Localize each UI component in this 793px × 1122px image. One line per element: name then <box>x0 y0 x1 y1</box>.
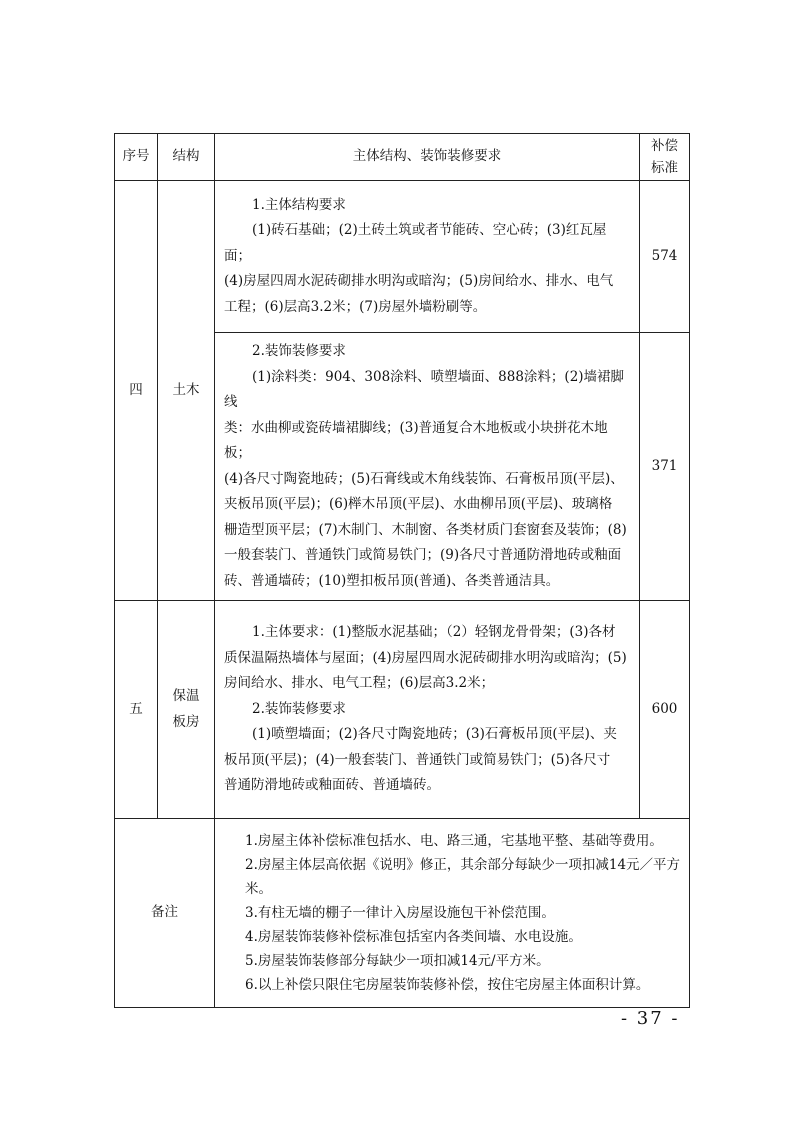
text-line: 工程；(6)层高3.2米；(7)房屋外墙粉刷等。 <box>224 298 487 315</box>
row-4-structure <box>158 181 215 601</box>
row-5-amount: 600 <box>640 601 690 819</box>
note-item: 2.房屋主体层高依据《说明》修正，其余部分每缺少一项扣减14元／平方米。 <box>245 857 681 897</box>
text-line: (4)各尺寸陶瓷地砖；(5)石膏线或木角线装饰、石膏板吊顶(平层)、 <box>224 470 624 487</box>
text-line: 类：水曲柳或瓷砖墙裙脚线；(3)普通复合木地板或小块拼花木地板； <box>224 419 608 461</box>
text-line: (1)砖石基础；(2)土砖土筑或者节能砖、空心砖；(3)红瓦屋面； <box>224 222 607 264</box>
text-line: 普通防滑地砖或釉面砖、普通墙砖。 <box>224 777 440 794</box>
row-5-structure-line1: 保温 <box>172 688 200 704</box>
text-line: 栅造型顶平层；(7)木制门、木制窗、各类材质门套窗套及装饰；(8) <box>224 521 627 538</box>
row-4-main-structure-requirements <box>215 181 640 333</box>
row-4-main-amount: 574 <box>640 181 690 333</box>
header-standard-line1: 补偿 <box>651 138 678 154</box>
note-item: 3.有柱无墙的棚子一律计入房屋设施包干补偿范围。 <box>245 905 555 921</box>
text-line: 质保温隔热墙体与屋面；(4)房屋四周水泥砖砌排水明沟或暗沟；(5) <box>224 649 627 666</box>
row-5-no: 五 <box>115 601 158 819</box>
header-standard-line2: 标准 <box>651 160 678 176</box>
row-4-decoration-amount: 371 <box>640 333 690 601</box>
row-5-structure-line2: 板房 <box>172 713 200 730</box>
page-number: - 37 - <box>621 1008 680 1029</box>
text-line: 1.主体要求：(1)整版水泥基础；（2）轻钢龙骨骨架；(3)各材 <box>252 624 616 641</box>
section-title: 2.装饰装修要求 <box>252 700 346 717</box>
header-no: 序号 <box>115 134 158 181</box>
header-requirements: 主体结构、装饰装修要求 <box>215 134 640 181</box>
text-line: 板吊顶(平层)；(4)一般套装门、普通铁门或简易铁门；(5)各尺寸 <box>224 751 611 768</box>
notes-list <box>215 819 690 1008</box>
section-title: 1.主体结构要求 <box>252 196 346 213</box>
row-4-no: 四 <box>115 181 158 601</box>
text-line: 房间给水、排水、电气工程；(6)层高3.2米； <box>224 675 495 692</box>
note-item: 6.以上补偿只限住宅房屋装饰装修补偿，按住宅房屋主体面积计算。 <box>245 977 650 993</box>
text-line: (1)喷塑墙面；(2)各尺寸陶瓷地砖；(3)石膏板吊顶(平层)、夹 <box>252 726 617 743</box>
note-item: 4.房屋装饰装修补偿标准包括室内各类间墙、水电设施。 <box>245 929 582 945</box>
text-line: (1)涂料类：904、308涂料、喷塑墙面、888涂料；(2)墙裙脚线 <box>224 368 625 410</box>
note-item: 5.房屋装饰装修部分每缺少一项扣减14元/平方米。 <box>245 953 550 969</box>
header-standard <box>640 134 690 181</box>
section-title: 2.装饰装修要求 <box>252 343 346 359</box>
row-5-requirements <box>215 601 640 819</box>
note-item: 1.房屋主体补偿标准包括水、电、路三通，宅基地平整、基础等费用。 <box>245 833 663 849</box>
text-line: 砖、普通墙砖；(10)塑扣板吊顶(普通)、各类普通洁具。 <box>224 572 560 589</box>
notes-label: 备注 <box>115 819 215 1008</box>
text-line: (4)房屋四周水泥砖砌排水明沟或暗沟；(5)房间给水、排水、电气 <box>224 273 614 290</box>
text-line: 一般套装门、普通铁门或简易铁门；(9)各尺寸普通防滑地砖或釉面 <box>224 547 622 563</box>
row-5-structure <box>158 601 215 819</box>
header-structure: 结构 <box>158 134 215 181</box>
compensation-table <box>114 133 690 1008</box>
text-line: 夹板吊顶(平层)；(6)榉木吊顶(平层)、水曲柳吊顶(平层)、玻璃格 <box>224 496 613 512</box>
row-4-structure-label: 土木 <box>172 381 200 398</box>
row-4-decoration-requirements <box>215 333 640 601</box>
